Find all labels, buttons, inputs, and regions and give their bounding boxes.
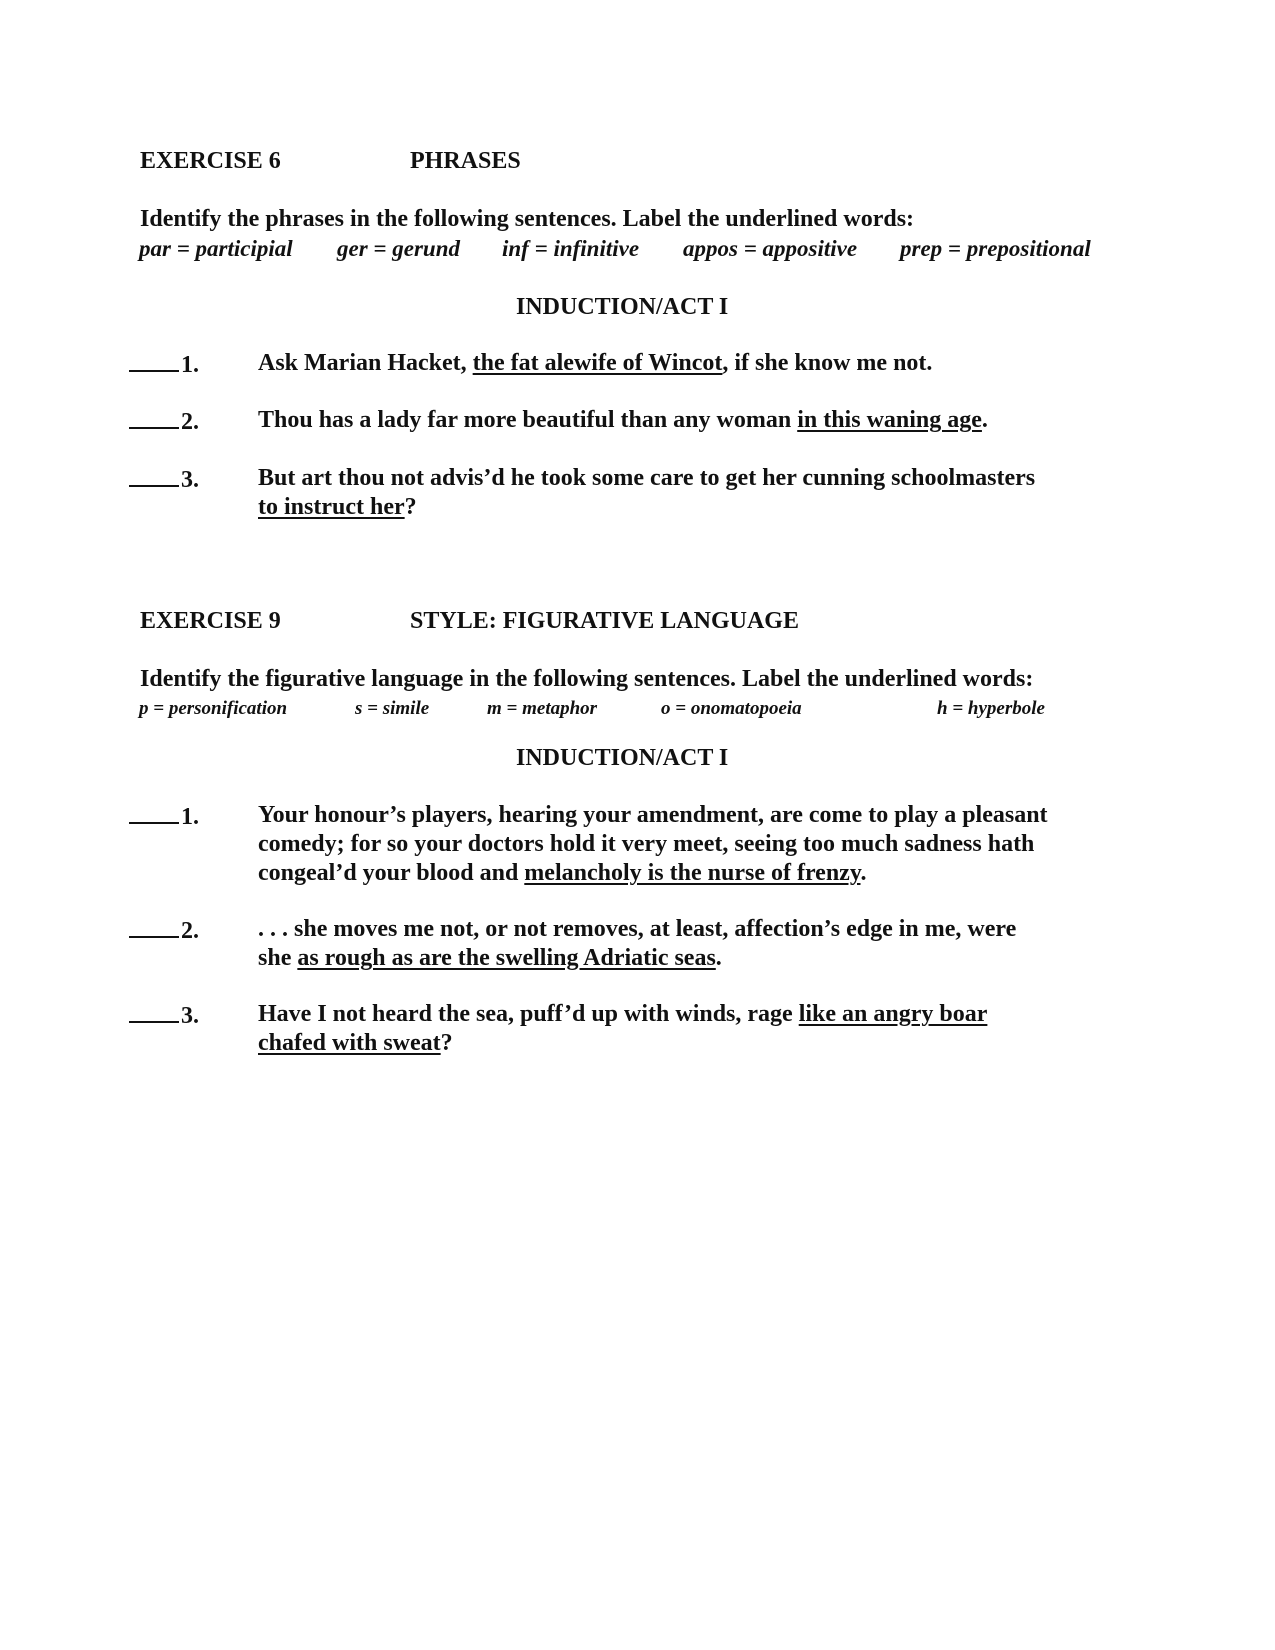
item-number: 1. [181,352,199,378]
item-sentence-line [258,802,1048,829]
item-sentence-line [258,831,1034,858]
sentence-text: congeal’d your blood and [258,860,525,886]
answer-blank[interactable] [129,802,179,824]
exercise-9-instruction: Identify the figurative language in the following sentences. Label the underlined words: [140,666,1034,692]
sentence-text: . . . she moves me not, or not removes, at least, affection’s edge in me, were [258,916,1017,942]
legend-item: ger = gerund [337,236,461,261]
legend-item: o = onomatopoeia [661,698,802,719]
answer-blank[interactable] [129,407,179,429]
underlined-phrase: chafed with sweat [258,1030,441,1056]
item-number: 3. [181,467,199,493]
item-number: 3. [181,1003,199,1029]
item-sentence-line [258,916,1016,943]
underlined-phrase: to instruct her [258,494,405,520]
legend-item: appos = appositive [683,236,858,261]
legend-item: par = participial [139,236,293,261]
answer-blank[interactable] [129,916,179,938]
item-sentence-line [258,860,867,887]
answer-blank[interactable] [129,350,179,372]
item-sentence-line [258,465,1035,492]
answer-blank-and-number [129,916,199,945]
item-sentence-line [258,350,932,377]
answer-blank-and-number [129,465,199,494]
answer-blank-and-number [129,1001,199,1030]
underlined-phrase: the fat alewife of Wincot [472,350,723,376]
sentence-text: she [258,945,298,971]
item-number: 2. [181,918,199,944]
underlined-phrase: like an angry boar [798,1001,988,1027]
sentence-text: , if she know me not. [722,350,933,376]
exercise-6-instruction: Identify the phrases in the following sentences. Label the underlined words: [140,206,915,232]
sentence-text: Have I not heard the sea, puff’d up with winds, rage [258,1001,799,1027]
legend-item: s = simile [355,698,430,719]
item-number: 2. [181,409,199,435]
sentence-text: ? [404,494,417,520]
sentence-text: Ask Marian Hacket, [258,350,473,376]
sentence-text: . [860,860,867,886]
exercise-9-title: STYLE: FIGURATIVE LANGUAGE [410,608,799,634]
exercise-6-section-heading: INDUCTION/ACT I [516,294,729,320]
item-sentence-line [258,407,988,434]
legend-item: m = metaphor [487,698,598,719]
sentence-text: comedy; for so your doctors hold it very meet, seeing too much sadness hath [258,831,1035,857]
underlined-phrase: melancholy is the nurse of frenzy [524,860,861,886]
legend-item: prep = prepositional [900,236,1091,261]
legend-item: h = hyperbole [937,698,1045,719]
exercise-9-section-heading: INDUCTION/ACT I [516,745,729,771]
answer-blank-and-number [129,407,199,436]
legend-item: inf = infinitive [502,236,640,261]
exercise-6-number: EXERCISE 6 [140,148,281,174]
exercise-6-title: PHRASES [410,148,521,174]
underlined-phrase: as rough as are the swelling Adriatic seas [297,945,716,971]
sentence-text: ? [440,1030,453,1056]
underlined-phrase: in this waning age [797,407,982,433]
sentence-text: . [715,945,722,971]
item-number: 1. [181,804,199,830]
sentence-text: Your honour’s players, hearing your amendment, are come to play a pleasant [258,802,1048,828]
sentence-text: . [981,407,988,433]
answer-blank-and-number [129,802,199,831]
answer-blank[interactable] [129,1001,179,1023]
exercise-9-number: EXERCISE 9 [140,608,281,634]
item-sentence-line [258,945,722,972]
sentence-text: Thou has a lady far more beautiful than any woman [258,407,798,433]
item-sentence-line [258,1001,987,1028]
legend-item: p = personification [139,698,288,719]
sentence-text: But art thou not advis’d he took some care to get her cunning schoolmasters [258,465,1036,491]
answer-blank[interactable] [129,465,179,487]
item-sentence-line [258,1030,453,1057]
item-sentence-line [258,494,417,521]
answer-blank-and-number [129,350,199,379]
